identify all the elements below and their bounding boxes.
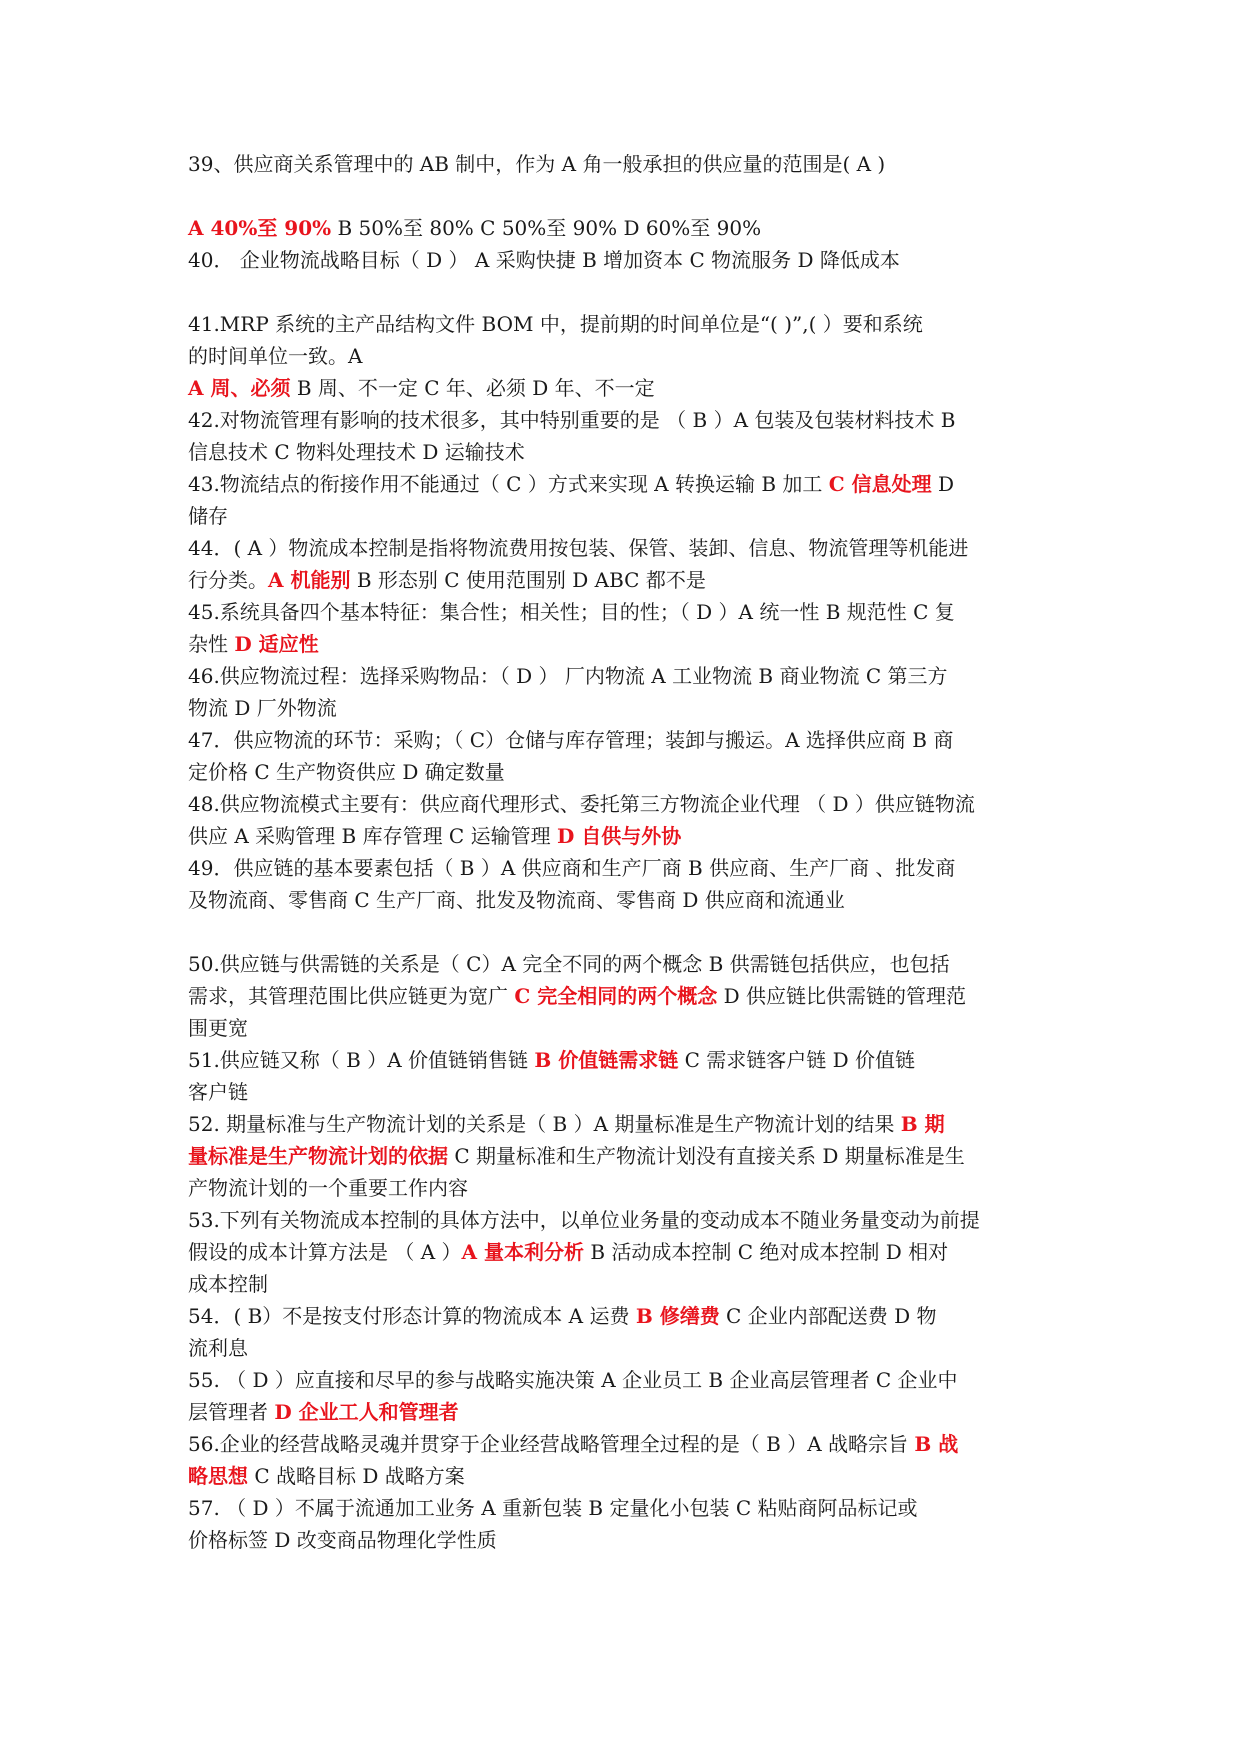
answer-highlight: C 完全相同的两个概念 — [514, 984, 718, 1008]
question-text: 41.MRP 系统的主产品结构文件 BOM 中，提前期的时间单位是“( )”,( ）要和系统 — [188, 312, 923, 336]
question-text: 50.供应链与供需链的关系是（ C）A 完全不同的两个概念 B 供需链包括供应，也包括 — [188, 952, 950, 976]
question-text: C 企业内部配送费 D 物 — [719, 1304, 937, 1328]
q57-line-2 — [188, 1524, 1068, 1556]
question-text: 54．( B）不是按支付形态计算的物流成本 A 运费 — [188, 1304, 636, 1328]
q47-line-1 — [188, 724, 1068, 756]
answer-highlight: D 适应性 — [234, 632, 319, 656]
q46-line-1 — [188, 660, 1068, 692]
question-text: 46.供应物流过程：选择采购物品：（ D ） 厂内物流 A 工业物流 B 商业物流 C 第三方 — [188, 664, 948, 688]
answer-highlight: A 40%至 90% — [188, 216, 332, 240]
question-list — [188, 148, 1068, 1556]
q53-line-1 — [188, 1204, 1068, 1236]
q44-line-2 — [188, 564, 1068, 596]
question-text: 及物流商、零售商 C 生产厂商、批发及物流商、零售商 D 供应商和流通业 — [188, 888, 845, 912]
q54-line-1 — [188, 1300, 1068, 1332]
answer-highlight: 略思想 — [188, 1464, 248, 1488]
question-text: 43.物流结点的衔接作用不能通过（ C ）方式来实现 A 转换运输 B 加工 — [188, 472, 829, 496]
question-text: D 供应链比供需链的管理范 — [717, 984, 966, 1008]
answer-highlight: C 信息处理 — [828, 472, 932, 496]
q47-line-2 — [188, 756, 1068, 788]
question-text: C 战略目标 D 战略方案 — [248, 1464, 465, 1488]
q55-line-1 — [188, 1364, 1068, 1396]
q39-line-2 — [188, 212, 1068, 244]
question-text: B 形态别 C 使用范围别 D ABC 都不是 — [350, 568, 706, 592]
blank-line — [188, 180, 1068, 212]
question-text: C 期量标准和生产物流计划没有直接关系 D 期量标准是生 — [448, 1144, 965, 1168]
question-text: 信息技术 C 物料处理技术 D 运输技术 — [188, 440, 525, 464]
answer-highlight: D 企业工人和管理者 — [274, 1400, 459, 1424]
q51-line-1 — [188, 1044, 1068, 1076]
question-text: 行分类。 — [188, 568, 268, 592]
question-text: B 50%至 80% C 50%至 90% D 60%至 90% — [331, 216, 762, 240]
q44-line-1 — [188, 532, 1068, 564]
q46-line-2 — [188, 692, 1068, 724]
question-text: 42.对物流管理有影响的技术很多，其中特别重要的是 （ B ）A 包装及包装材料技术 B — [188, 408, 956, 432]
q42-line-2 — [188, 436, 1068, 468]
q40-line-1 — [188, 244, 1068, 276]
q51-line-2 — [188, 1076, 1068, 1108]
question-text: 杂性 — [188, 632, 235, 656]
question-text: 流利息 — [188, 1336, 248, 1360]
question-text: 假设的成本计算方法是 （ A ） — [188, 1240, 462, 1264]
question-text: 物流 D 厂外物流 — [188, 696, 337, 720]
question-text: 成本控制 — [188, 1272, 268, 1296]
question-text: 价格标签 D 改变商品物理化学性质 — [188, 1528, 497, 1552]
q52-line-1 — [188, 1108, 1068, 1140]
question-text: 51.供应链又称（ B ）A 价值链销售链 — [188, 1048, 535, 1072]
question-text: 49．供应链的基本要素包括（ B ）A 供应商和生产厂商 B 供应商、生产厂商 、批发商 — [188, 856, 956, 880]
question-text: 40． 企业物流战略目标（ D ） A 采购快捷 B 增加资本 C 物流服务 D 降低成本 — [188, 248, 900, 272]
question-text: B 活动成本控制 C 绝对成本控制 D 相对 — [584, 1240, 949, 1264]
q56-line-1 — [188, 1428, 1068, 1460]
q56-line-2 — [188, 1460, 1068, 1492]
q41-line-3 — [188, 372, 1068, 404]
q52-line-2 — [188, 1140, 1068, 1172]
q41-line-2 — [188, 340, 1068, 372]
q43-line-1 — [188, 468, 1068, 500]
q45-line-1 — [188, 596, 1068, 628]
q48-line-1 — [188, 788, 1068, 820]
q50-line-3 — [188, 1012, 1068, 1044]
question-text: 52. 期量标准与生产物流计划的关系是（ B ）A 期量标准是生产物流计划的结果 — [188, 1112, 901, 1136]
question-text: 48.供应物流模式主要有：供应商代理形式、委托第三方物流企业代理 （ D ）供应链物流 — [188, 792, 975, 816]
question-text: C 需求链客户链 D 价值链 — [678, 1048, 916, 1072]
question-text: 55. （ D ）应直接和尽早的参与战略实施决策 A 企业员工 B 企业高层管理者 C 企业中 — [188, 1368, 958, 1392]
q53-line-3 — [188, 1268, 1068, 1300]
question-text: 客户链 — [188, 1080, 248, 1104]
question-text: 44．( A ）物流成本控制是指将物流费用按包装、保管、装卸、信息、物流管理等机能进 — [188, 536, 969, 560]
q48-line-2 — [188, 820, 1068, 852]
question-text: 的时间单位一致。A — [188, 344, 363, 368]
q43-line-2 — [188, 500, 1068, 532]
answer-highlight: B 价值链需求链 — [534, 1048, 679, 1072]
question-text: 53.下列有关物流成本控制的具体方法中，以单位业务量的变动成本不随业务量变动为前提 — [188, 1208, 980, 1232]
q39-line-1 — [188, 148, 1068, 180]
answer-highlight: A 机能别 — [268, 568, 351, 592]
answer-highlight: 量标准是生产物流计划的依据 — [188, 1144, 448, 1168]
q41-line-1 — [188, 308, 1068, 340]
question-text: 需求，其管理范围比供应链更为宽广 — [188, 984, 515, 1008]
answer-highlight: A 周、必须 — [188, 376, 291, 400]
q42-line-1 — [188, 404, 1068, 436]
q49-line-1 — [188, 852, 1068, 884]
q57-line-1 — [188, 1492, 1068, 1524]
question-text: 产物流计划的一个重要工作内容 — [188, 1176, 468, 1200]
answer-highlight: B 战 — [914, 1432, 959, 1456]
q45-line-2 — [188, 628, 1068, 660]
q54-line-2 — [188, 1332, 1068, 1364]
q50-line-2 — [188, 980, 1068, 1012]
blank-line — [188, 276, 1068, 308]
question-text: 围更宽 — [188, 1016, 248, 1040]
q55-line-2 — [188, 1396, 1068, 1428]
question-text: 供应 A 采购管理 B 库存管理 C 运输管理 — [188, 824, 557, 848]
question-text: 储存 — [188, 504, 228, 528]
question-text: 层管理者 — [188, 1400, 275, 1424]
q49-line-2 — [188, 884, 1068, 916]
answer-highlight: B 期 — [900, 1112, 945, 1136]
answer-highlight: A 量本利分析 — [461, 1240, 584, 1264]
q52-line-3 — [188, 1172, 1068, 1204]
answer-highlight: B 修缮费 — [635, 1304, 720, 1328]
q53-line-2 — [188, 1236, 1068, 1268]
blank-line — [188, 916, 1068, 948]
question-text: 45.系统具备四个基本特征：集合性；相关性；目的性；（ D ）A 统一性 B 规范性 C 复 — [188, 600, 955, 624]
question-text: D — [931, 472, 955, 496]
answer-highlight: D 自供与外协 — [556, 824, 682, 848]
question-text: 定价格 C 生产物资供应 D 确定数量 — [188, 760, 505, 784]
question-text: 47．供应物流的环节：采购；（ C）仓储与库存管理；装卸与搬运。A 选择供应商 B 商 — [188, 728, 954, 752]
question-text: 57. （ D ）不属于流通加工业务 A 重新包装 B 定量化小包装 C 粘贴商阿品标记或 — [188, 1496, 918, 1520]
question-text: 39、供应商关系管理中的 AB 制中，作为 A 角一般承担的供应量的范围是( A ) — [188, 152, 886, 176]
question-text: 56.企业的经营战略灵魂并贯穿于企业经营战略管理全过程的是（ B ）A 战略宗旨 — [188, 1432, 915, 1456]
q50-line-1 — [188, 948, 1068, 980]
question-text: B 周、不一定 C 年、必须 D 年、不一定 — [290, 376, 655, 400]
